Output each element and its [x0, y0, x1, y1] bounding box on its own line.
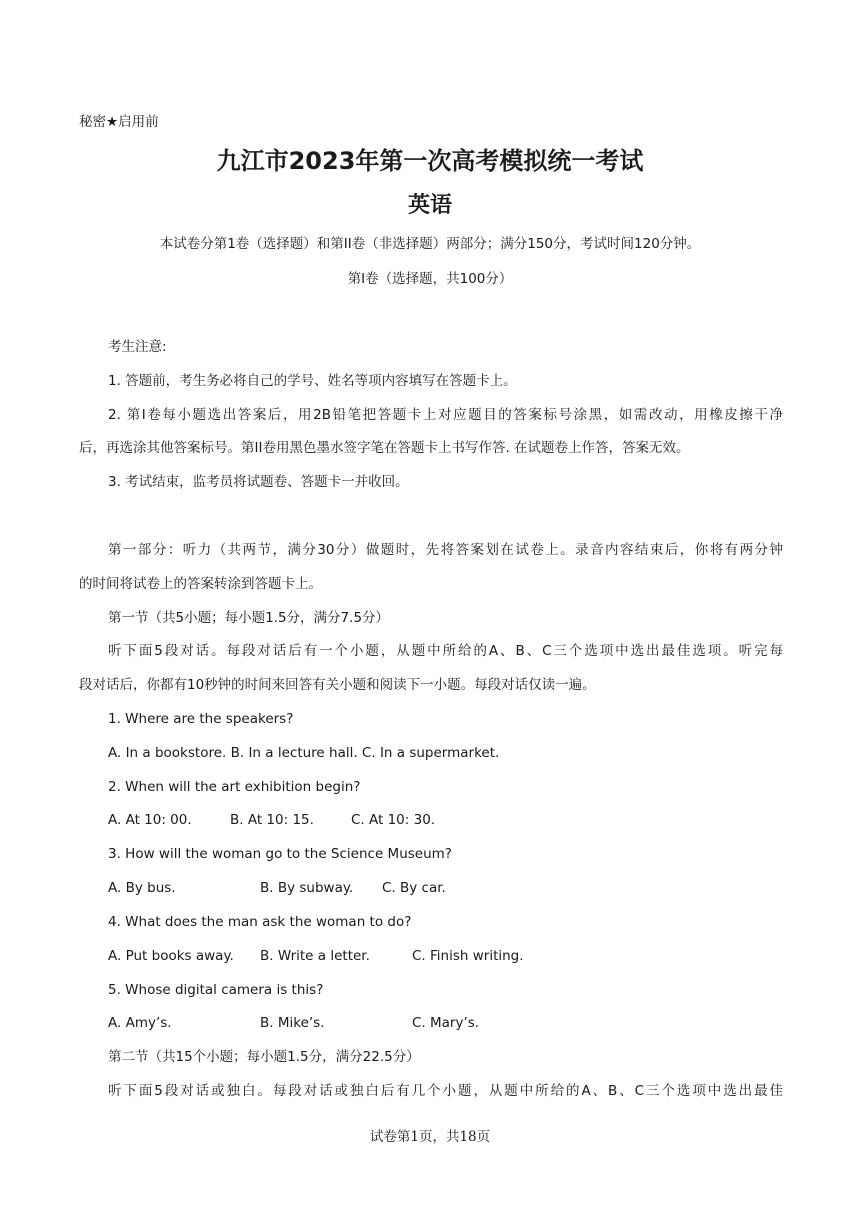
secrecy-label: 秘密★启用前	[79, 114, 159, 130]
question-1: 1. Where are the speakers?	[108, 711, 294, 727]
question-2-option-b: B. At 10: 15.	[230, 812, 314, 828]
question-1-options: A. In a bookstore. B. In a lecture hall. C. In a supermarket.	[108, 745, 500, 761]
section2-instructions: 听下面5段对话或独白。每段对话或独白后有几个小题，从题中所给的A、B、C三个选项中选出最佳	[108, 1083, 783, 1099]
question-5-option-b: B. Mike’s.	[260, 1015, 325, 1031]
notice-item: 后，再选涂其他答案标号。第II卷用黑色墨水签字笔在答题卡上书写作答. 在试题卷上作答，答案无效。	[79, 440, 690, 456]
exam-title: 九江市2023年第一次高考模拟统一考试	[216, 147, 644, 175]
page-footer: 试卷第1页，共18页	[369, 1129, 491, 1145]
volume-title: 第I卷（选择题，共100分）	[347, 271, 513, 287]
subject-title: 英语	[407, 193, 452, 218]
question-5-option-c: C. Mary’s.	[412, 1015, 480, 1031]
question-2-option-a: A. At 10: 00.	[108, 812, 192, 828]
question-2-option-c: C. At 10: 30.	[351, 812, 436, 828]
notice-item: 2. 第I卷每小题选出答案后，用2B铅笔把答题卡上对应题目的答案标号涂黑，如需改动，用橡皮擦干净	[108, 407, 783, 423]
part1-intro: 第一部分：听力（共两节，满分30分）做题时，先将答案划在试卷上。录音内容结束后，你将有两分钟	[108, 542, 783, 558]
notice-item: 1. 答题前，考生务必将自己的学号、姓名等项内容填写在答题卡上。	[108, 373, 517, 389]
section1-instructions: 段对话后，你都有10秒钟的时间来回答有关小题和阅读下一小题。每段对话仅读一遍。	[79, 677, 596, 693]
question-3-option-c: C. By car.	[382, 880, 446, 896]
question-3: 3. How will the woman go to the Science Museum?	[108, 846, 452, 862]
notice-heading: 考生注意:	[108, 339, 167, 355]
question-3-option-b: B. By subway.	[260, 880, 354, 896]
section1-instructions: 听下面5段对话。每段对话后有一个小题，从题中所给的A、B、C三个选项中选出最佳选项。听完每	[108, 643, 783, 659]
question-4: 4. What does the man ask the woman to do?	[108, 914, 412, 930]
exam-info: 本试卷分第1卷（选择题）和第II卷（非选择题）两部分；满分150分，考试时间120分钟。	[159, 236, 701, 252]
notice-item: 3. 考试结束，监考员将试题卷、答题卡一并收回。	[108, 474, 409, 490]
question-4-option-b: B. Write a letter.	[260, 948, 370, 964]
question-5: 5. Whose digital camera is this?	[108, 982, 324, 998]
question-5-option-a: A. Amy’s.	[108, 1015, 172, 1031]
section2-title: 第二节（共15个小题；每小题1.5分，满分22.5分）	[108, 1049, 420, 1065]
section1-title: 第一节（共5小题；每小题1.5分，满分7.5分）	[108, 610, 390, 626]
question-4-option-a: A. Put books away.	[108, 948, 234, 964]
part1-intro: 的时间将试卷上的答案转涂到答题卡上。	[79, 576, 322, 592]
question-2: 2. When will the art exhibition begin?	[108, 779, 361, 795]
question-4-option-c: C. Finish writing.	[412, 948, 524, 964]
question-3-option-a: A. By bus.	[108, 880, 176, 896]
